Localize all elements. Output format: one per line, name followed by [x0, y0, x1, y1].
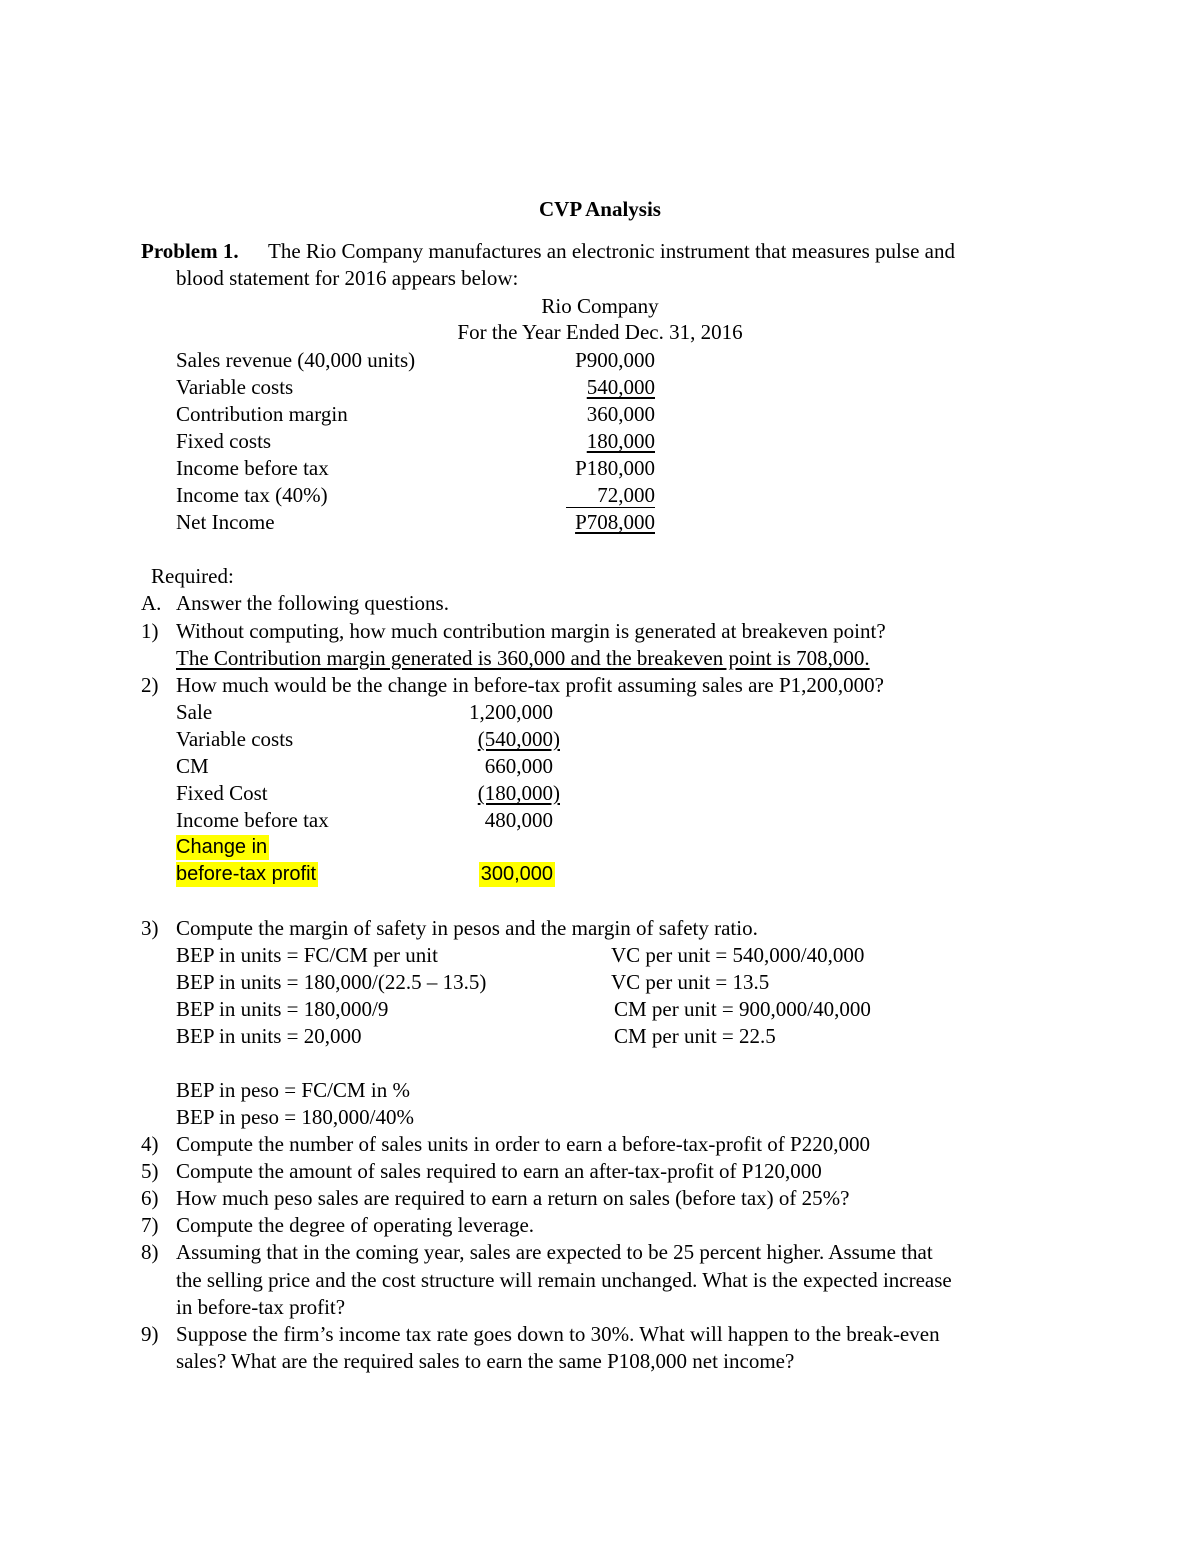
statement-row-value: 540,000 [586, 375, 655, 399]
statement-period: For the Year Ended Dec. 31, 2016 [457, 320, 743, 344]
required-label: Required: [151, 564, 234, 588]
problem-text-line2: blood statement for 2016 appears below: [176, 266, 519, 290]
question-text: Compute the amount of sales required to earn an after-tax-profit of P120,000 [176, 1159, 822, 1183]
problem-text-line1: The Rio Company manufactures an electronic instrument that measures pulse and [268, 239, 955, 263]
formula-line: BEP in units = 180,000/(22.5 – 13.5) [176, 970, 487, 994]
formula-line: BEP in peso = FC/CM in % [176, 1078, 410, 1102]
question-number: 7) [141, 1213, 159, 1237]
formula-line: CM per unit = 900,000/40,000 [614, 997, 871, 1021]
statement-row-label: Contribution margin [176, 402, 348, 426]
question-number: 4) [141, 1132, 159, 1156]
formula-line: VC per unit = 540,000/40,000 [611, 943, 865, 967]
question-text: Compute the number of sales units in order to earn a before-tax-profit of P220,000 [176, 1132, 870, 1156]
question-text: Compute the degree of operating leverage. [176, 1213, 535, 1237]
formula-line: BEP in units = 180,000/9 [176, 997, 389, 1021]
underline-rule [566, 507, 655, 508]
statement-row-label: Variable costs [176, 375, 294, 399]
question-text: the selling price and the cost structure will remain unchanged. What is the expected increase [176, 1268, 952, 1292]
part-a-text: Answer the following questions. [176, 591, 449, 615]
calc-row-label: Sale [176, 700, 213, 724]
formula-line: BEP in peso = 180,000/40% [176, 1105, 414, 1129]
formula-line: CM per unit = 22.5 [614, 1024, 776, 1048]
question-number: 3) [141, 916, 159, 940]
statement-row-label: Net Income [176, 510, 275, 534]
calc-row-label: CM [176, 754, 209, 778]
formula-line: VC per unit = 13.5 [611, 970, 770, 994]
statement-row-label: Income before tax [176, 456, 329, 480]
question-text: Suppose the firm’s income tax rate goes down to 30%. What will happen to the break-even [176, 1322, 940, 1346]
calc-row-value: 1,200,000 [469, 700, 553, 724]
calc-row-value: (540,000) [477, 727, 560, 751]
problem-label: Problem 1. [141, 239, 239, 263]
statement-row-label: Sales revenue (40,000 units) [176, 348, 416, 372]
highlight: before-tax profit [176, 863, 317, 885]
statement-row-label: Fixed costs [176, 429, 272, 453]
statement-row-value: P900,000 [575, 348, 655, 372]
question-number: 6) [141, 1186, 159, 1210]
question-text: How much peso sales are required to earn a return on sales (before tax) of 25%? [176, 1186, 850, 1210]
question-number: 5) [141, 1159, 159, 1183]
calc-row-label: Variable costs [176, 727, 294, 751]
question-text: Without computing, how much contribution margin is generated at breakeven point? [176, 619, 886, 643]
question-number: 9) [141, 1322, 159, 1346]
calc-row-value: (180,000) [477, 781, 560, 805]
statement-row-value: P180,000 [575, 456, 655, 480]
question-number: 1) [141, 619, 159, 643]
statement-row-value: 360,000 [586, 402, 655, 426]
question-number: 2) [141, 673, 159, 697]
question-text: Compute the margin of safety in pesos and the margin of safety ratio. [176, 916, 758, 940]
question-text: in before-tax profit? [176, 1295, 346, 1319]
statement-company: Rio Company [541, 294, 659, 318]
question-text: How much would be the change in before-tax profit assuming sales are P1,200,000? [176, 673, 884, 697]
formula-line: BEP in units = FC/CM per unit [176, 943, 438, 967]
question-text: Assuming that in the coming year, sales are expected to be 25 percent higher. Assume that [176, 1240, 933, 1264]
statement-row-value: 72,000 [597, 483, 655, 507]
calc-row-value: 660,000 [484, 754, 553, 778]
change-value [400, 864, 555, 884]
statement-row-value: P708,000 [575, 510, 655, 534]
document-title: CVP Analysis [539, 197, 661, 221]
question-text: sales? What are the required sales to earn the same P108,000 net income? [176, 1349, 795, 1373]
calc-row-label: Fixed Cost [176, 781, 268, 805]
question-number: 8) [141, 1240, 159, 1264]
highlight: 300,000 [480, 863, 553, 885]
formula-line: BEP in units = 20,000 [176, 1024, 362, 1048]
change-label-line2 [176, 864, 318, 884]
calc-row-value: 480,000 [484, 808, 553, 832]
calc-row-label: Income before tax [176, 808, 329, 832]
statement-row-value: 180,000 [586, 429, 655, 453]
highlight: Change in [176, 836, 268, 858]
statement-row-label: Income tax (40%) [176, 483, 328, 507]
question-1-answer: The Contribution margin generated is 360,000 and the breakeven point is 708,000. [176, 646, 870, 670]
change-label-line1 [176, 837, 269, 857]
part-a-marker: A. [141, 591, 162, 615]
